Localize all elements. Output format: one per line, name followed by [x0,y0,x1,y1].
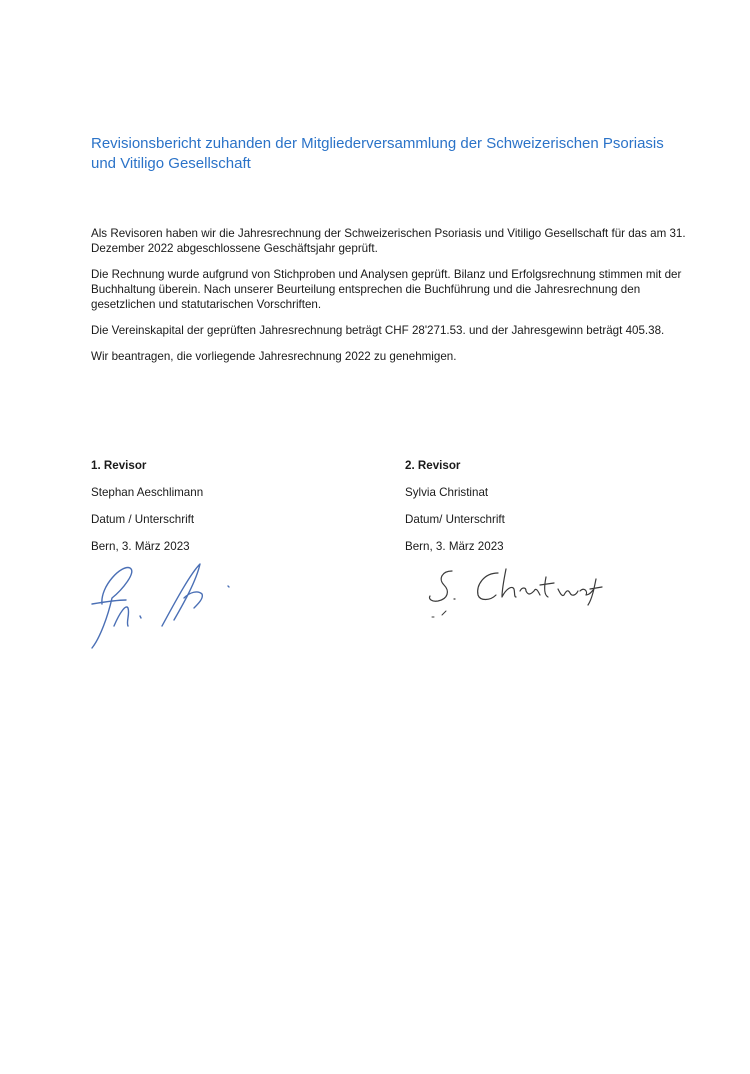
paragraph-capital-result: Die Vereinskapital der geprüften Jahresrechnung beträgt CHF 28'271.53. und der Jahresgewinn beträgt 405.38. [91,324,665,337]
revisor-2-signature [420,565,620,629]
revisor-2-date: Bern, 3. März 2023 [405,540,504,553]
revisor-1-block [91,458,351,566]
revisor-2-block [405,458,665,566]
revisor-2-heading: 2. Revisor [405,459,461,472]
revisor-1-sign-label: Datum / Unterschrift [91,513,195,526]
paragraph-recommendation: Wir beantragen, die vorliegende Jahresrechnung 2022 zu genehmigen. [91,350,457,363]
paragraph-audit-method: Die Rechnung wurde aufgrund von Stichproben und Analysen geprüft. Bilanz und Erfolgsrechnung stimmen mit der Buchhaltung überein. Nach unserer Beurteilung entsprechen die Buchführung und die Jahresrechnung den gesetzlichen und statutarischen Vorschriften. [91,268,682,311]
document-title: Revisionsbericht zuhanden der Mitgliederversammlung der Schweizerischen Psoriasis und Vitiligo Gesellschaft [91,135,664,172]
revisor-2-name: Sylvia Christinat [405,486,489,499]
paragraph-audit-scope: Als Revisoren haben wir die Jahresrechnung der Schweizerischen Psoriasis und Vitiligo Gesellschaft für das am 31. Dezember 2022 abgeschlossene Geschäftsjahr geprüft. [91,227,686,255]
revisor-1-heading: 1. Revisor [91,459,147,472]
document-body [91,226,691,375]
handwritten-signature-left [82,556,252,652]
revisor-1-signature [82,556,252,652]
handwritten-signature-right [420,565,620,629]
revisor-1-date: Bern, 3. März 2023 [91,540,190,553]
revisor-2-sign-label: Datum/ Unterschrift [405,513,505,526]
revisor-1-name: Stephan Aeschlimann [91,486,204,499]
